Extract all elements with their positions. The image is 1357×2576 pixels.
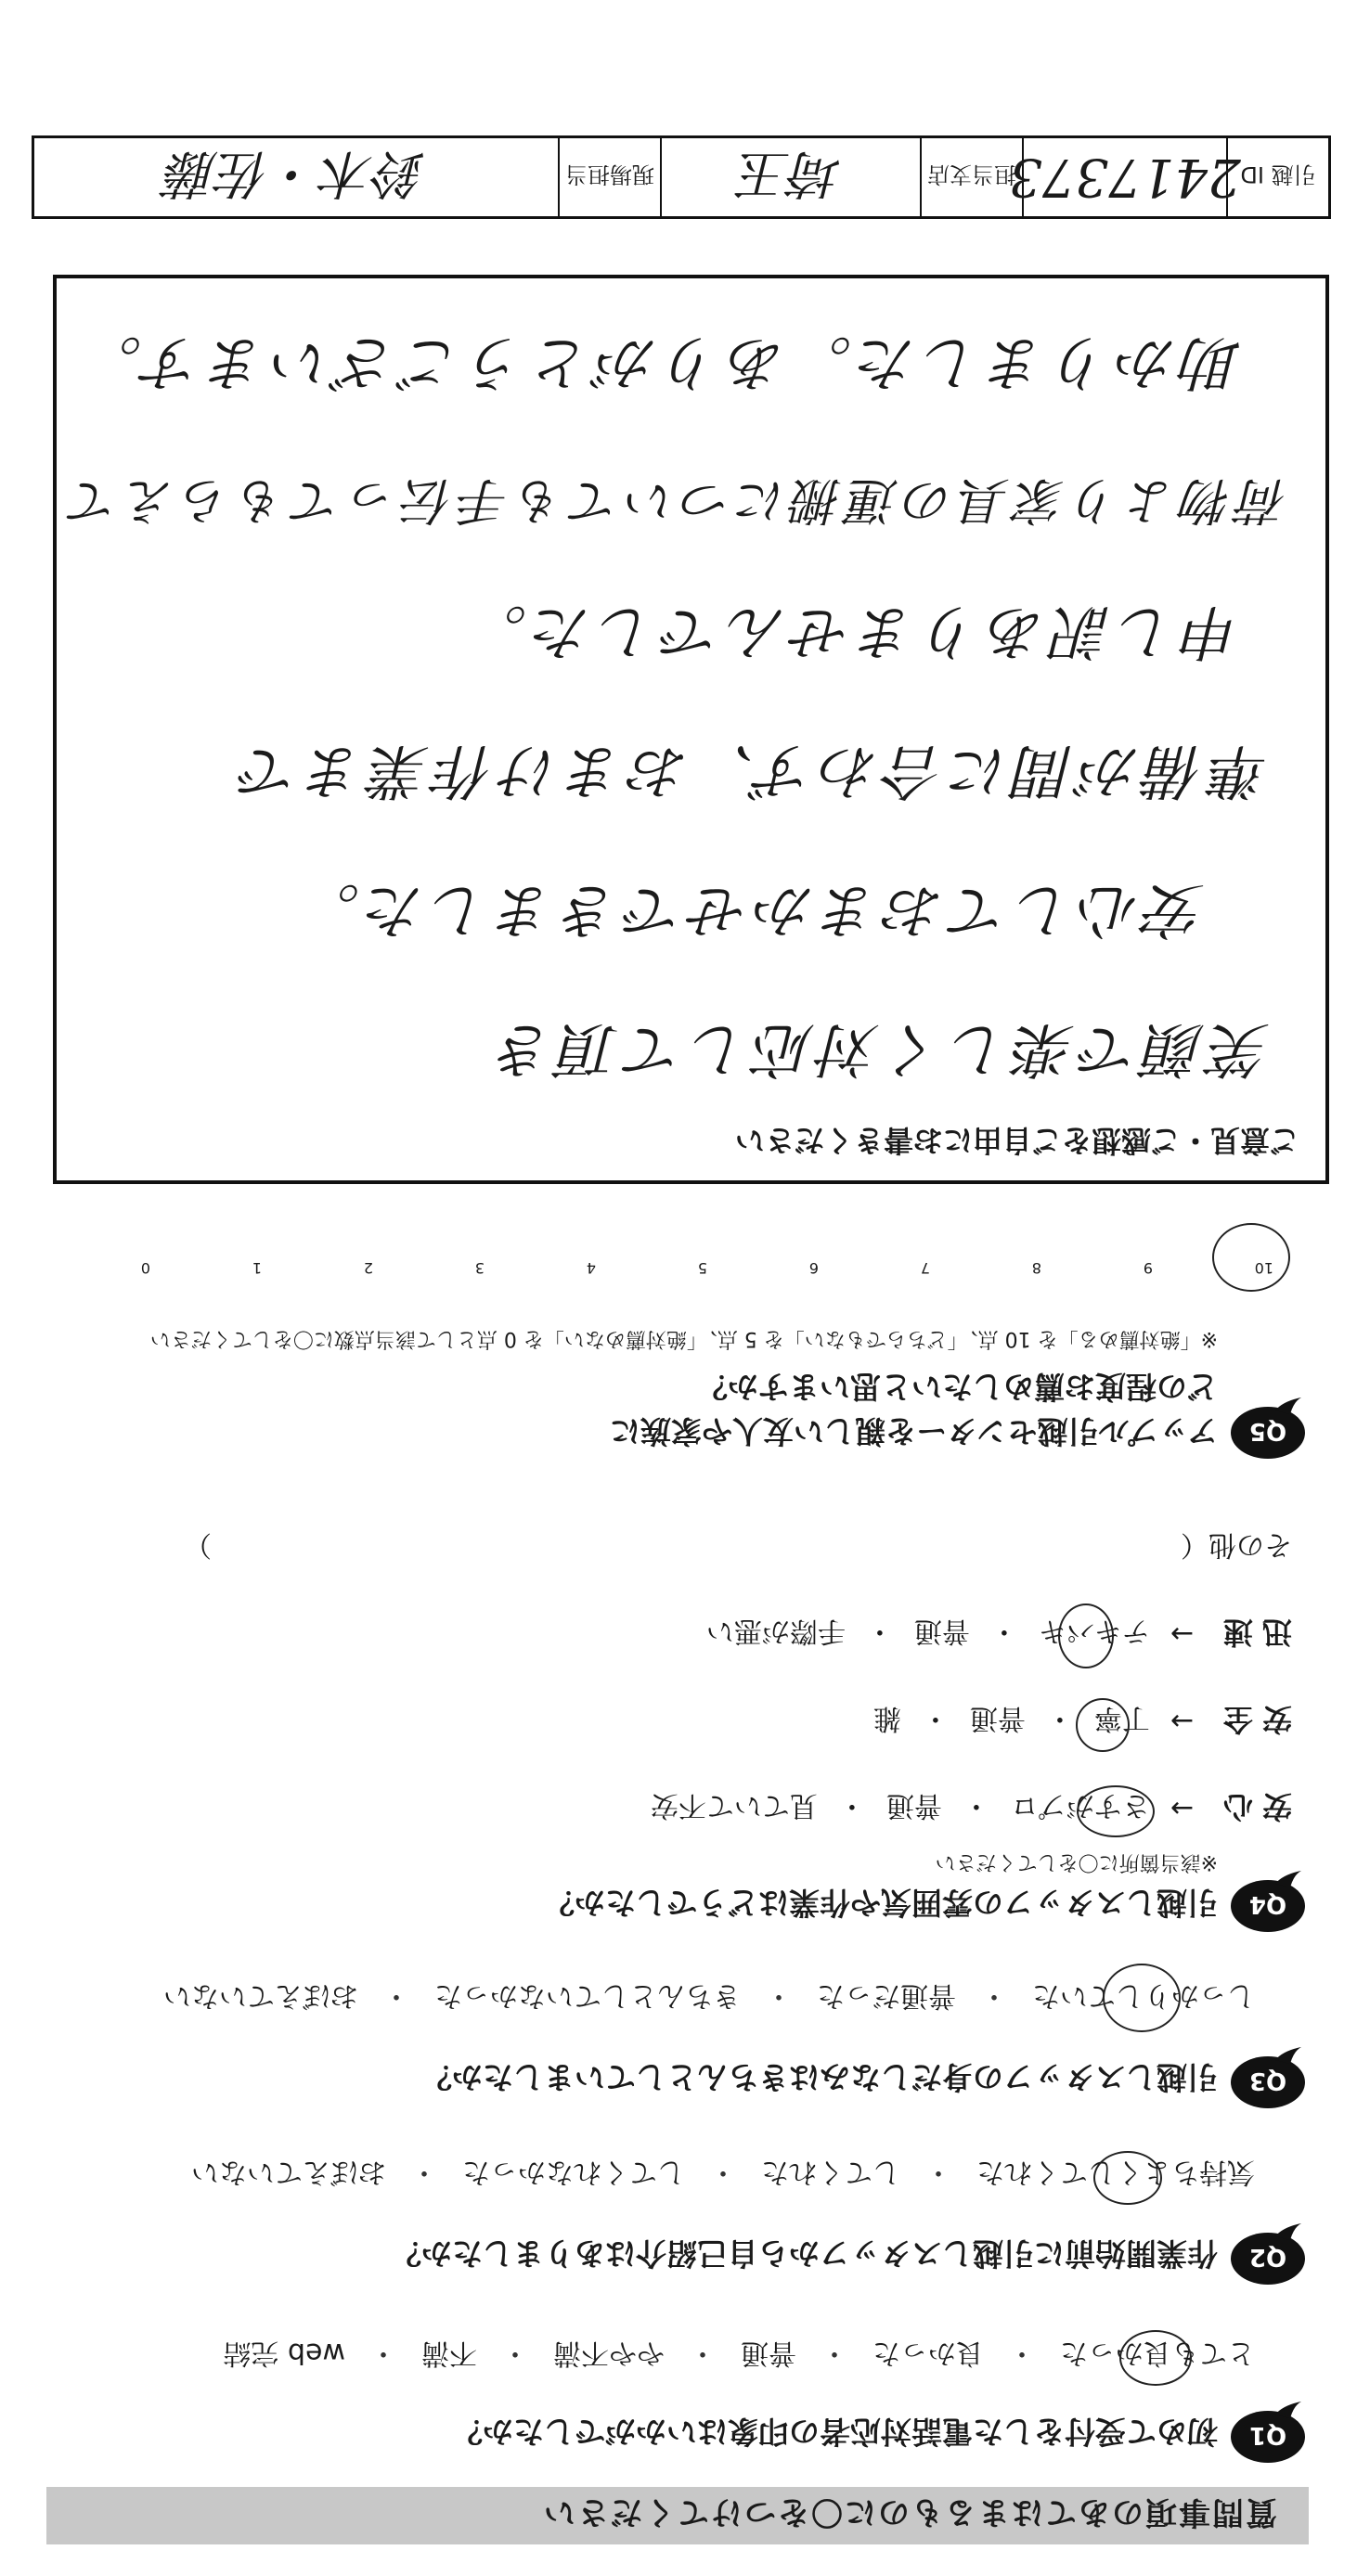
q4-row-1-option-1[interactable]: 普通 xyxy=(969,1702,1026,1734)
q5-title-line2: どの程度お薦めしたいと思いますか？ xyxy=(697,1369,1218,1405)
q2-option-2[interactable]: してくれなかった xyxy=(462,2156,685,2188)
instruction-banner xyxy=(46,2487,1309,2544)
q4-row-2-option-1[interactable]: 普通 xyxy=(913,1615,970,1647)
q1-option-3[interactable]: やや不満 xyxy=(553,2337,665,2369)
q2-options: 気持ちよくしてくれた ・ してくれた ・ してくれなかった ・ おぼえていない xyxy=(191,2155,1255,2196)
q5-score-7[interactable]: 7 xyxy=(920,1259,930,1277)
q5-score-0[interactable]: 0 xyxy=(140,1259,150,1277)
q3-option-2[interactable]: きちんとしていなかった xyxy=(434,1979,741,2012)
q5-title-line1: アップル引越センターを親しい友人や家族に xyxy=(609,1413,1218,1449)
q1-badge-label: Q1 xyxy=(1248,2421,1287,2449)
q5-note: ※「絶対薦める」を 10 点、「どちらでもない」を 5 点、「絶対薦めない」を 0 点として該当点数に〇をしてください xyxy=(149,1327,1218,1350)
q4-row-anzen: 安全 → 丁寧 ・ 普通 ・ 雑 xyxy=(873,1700,1292,1743)
comment-box xyxy=(53,275,1329,1184)
q2-option-1[interactable]: してくれた xyxy=(761,2156,900,2188)
q3-options: しっかりしていた ・ 普通だった ・ きちんとしていなかった ・ おぼえていない xyxy=(163,1978,1255,2019)
q5-score-5[interactable]: 5 xyxy=(697,1259,707,1277)
branch-label: 担当支店 xyxy=(920,138,1022,216)
comment-line-3: 申し訳ありませんでした。 xyxy=(462,597,1242,665)
comment-line-5: 助かりました。ありがとうございます。 xyxy=(77,328,1242,396)
id-label: 引越 ID xyxy=(1226,138,1328,216)
q1-option-5[interactable]: web 完結 xyxy=(223,2337,345,2369)
comment-line-4: 荷物より家具の運搬についても手伝ってもらえて xyxy=(64,471,1288,530)
q4-badge-icon xyxy=(1227,1869,1309,1936)
q4-row-0-label: 安心 xyxy=(1213,1789,1292,1824)
q4-row-jinsoku: 迅速 → テキパキ ・ 普通 ・ 手際が悪い xyxy=(706,1613,1292,1655)
q5-score-10[interactable]: 10 xyxy=(1254,1259,1273,1277)
q1-title: 初めて受付をした電話対応者の印象はいかがでしたか？ xyxy=(452,2414,1218,2450)
q5-score-2[interactable]: 2 xyxy=(363,1259,373,1277)
q3-option-0[interactable]: しっかりしていた xyxy=(1032,1979,1255,2012)
q2-option-3[interactable]: おぼえていない xyxy=(191,2156,386,2188)
q5-score-3[interactable]: 3 xyxy=(474,1259,485,1277)
q1-option-1[interactable]: 良かった xyxy=(872,2337,984,2369)
q1-options: とても良かった ・ 良かった ・ 普通 ・ やや不満 ・ 不満 ・ web 完結 xyxy=(223,2336,1255,2376)
q4-badge-label: Q4 xyxy=(1248,1890,1287,1918)
q4-note: ※該当箇所に〇をしてください xyxy=(935,1850,1218,1874)
q4-row-0-option-2[interactable]: 見ていて不安 xyxy=(650,1789,818,1822)
q4-title: 引越しスタッフの雰囲気や作業はどうでしたか？ xyxy=(544,1885,1218,1921)
q5-score-1[interactable]: 1 xyxy=(252,1259,262,1277)
q2-option-0[interactable]: 気持ちよくしてくれた xyxy=(976,2156,1255,2188)
q4-row-1-option-0[interactable]: 丁寧 xyxy=(1093,1702,1150,1734)
q2-title: 作業開始前に引越しスタッフから自己紹介はありましたか？ xyxy=(391,2235,1218,2272)
q3-option-3[interactable]: おぼえていない xyxy=(163,1979,358,2012)
leader-label: 現場担当 xyxy=(558,138,660,216)
q1-option-4[interactable]: 不満 xyxy=(421,2337,477,2369)
q4-row-0-option-1[interactable]: 普通 xyxy=(885,1789,942,1822)
q4-row-0-option-0[interactable]: さすがプロ xyxy=(1010,1789,1150,1822)
q3-option-1[interactable]: 普通だった xyxy=(817,1979,956,2012)
q1-option-2[interactable]: 普通 xyxy=(741,2337,796,2369)
q5-badge-label: Q5 xyxy=(1248,1417,1287,1445)
q1-badge-icon xyxy=(1227,2400,1309,2467)
q5-score-8[interactable]: 8 xyxy=(1031,1259,1041,1277)
branch-value: 埼玉 xyxy=(660,138,920,216)
q4-other-label: その他（ xyxy=(1181,1528,1292,1561)
q4-other xyxy=(184,1527,1292,1568)
q4-row-2-label: 迅速 xyxy=(1213,1615,1292,1650)
q3-badge-icon xyxy=(1227,2045,1309,2112)
q4-other-close: ） xyxy=(184,1528,212,1561)
instruction-banner-text: 質問事項のあてはまるものに〇をつけてください xyxy=(542,2493,1277,2531)
q4-row-2-option-0[interactable]: テキパキ xyxy=(1038,1615,1150,1647)
q3-title: 引越しスタッフの身だしなみはきちんとしていましたか？ xyxy=(421,2059,1218,2095)
q2-badge-icon xyxy=(1227,2222,1309,2288)
comment-line-0: 笑顔で楽しく対応して頂き xyxy=(490,1014,1270,1083)
q4-row-anshin: 安心 → さすがプロ ・ 普通 ・ 見ていて不安 xyxy=(651,1787,1292,1830)
q5-score-6[interactable]: 6 xyxy=(808,1259,819,1277)
q4-row-1-label: 安全 xyxy=(1213,1702,1292,1737)
q2-badge-label: Q2 xyxy=(1248,2243,1287,2271)
q5-score-9[interactable]: 9 xyxy=(1143,1259,1153,1277)
q5-badge-icon xyxy=(1227,1396,1309,1462)
q4-row-2-option-2[interactable]: 手際が悪い xyxy=(705,1615,846,1647)
q4-row-1-option-2[interactable]: 雑 xyxy=(872,1702,901,1734)
arrow-right-icon: → xyxy=(1170,1792,1194,1825)
id-table xyxy=(32,135,1331,219)
comment-line-2: 準備が間に合わず、おまけ作業まで xyxy=(235,736,1270,805)
q5-scale xyxy=(67,1212,1292,1277)
arrow-right-icon: → xyxy=(1170,1617,1194,1651)
leader-value: 鈴木・佐藤 xyxy=(166,143,426,203)
comment-line-1: 安心しておまかせできました。 xyxy=(295,875,1205,944)
id-value: 2417373 xyxy=(1022,138,1226,216)
q3-badge-label: Q3 xyxy=(1248,2067,1287,2094)
comment-heading: ご意見・ご感想をご自由にお書きください xyxy=(734,1123,1299,1158)
arrow-right-icon: → xyxy=(1170,1705,1194,1738)
q1-option-0[interactable]: とても良かった xyxy=(1060,2337,1255,2369)
q5-score-4[interactable]: 4 xyxy=(586,1259,596,1277)
